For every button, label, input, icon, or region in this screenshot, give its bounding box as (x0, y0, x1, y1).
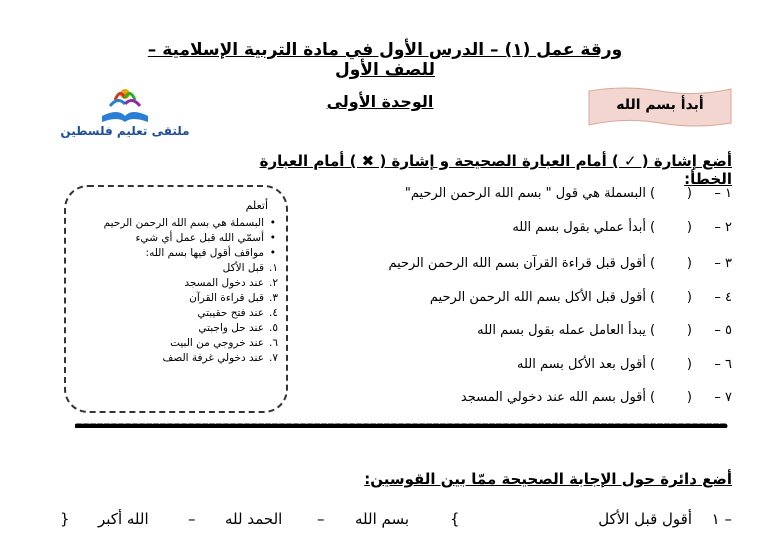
section1-instruction (220, 152, 732, 188)
brace-close: } (60, 510, 70, 528)
question-text: البسملة هي قول " بسم الله الرحمن الرحيم" (404, 186, 646, 201)
learn-numbered-item: ٧. عند دخولي غرفة الصف (162, 352, 278, 364)
learn-numbered-item: ٥. عند حل واجبتي (198, 322, 278, 334)
learn-numbered-item: ٤. عند فتح حقيبتي (197, 307, 278, 319)
question-text: أقول بسم الله عند دخولي المسجد (460, 390, 646, 405)
question-number: ٢ – (714, 220, 732, 235)
section2-instruction: أضع دائرة حول الإجابة الصحيحة ممّا بين القوسين: (364, 470, 732, 488)
learn-numbered-item: ٢. عند دخول المسجد (184, 277, 278, 289)
question-row: ٤ – ( ) أقول قبل الأكل بسم الله الرحمن الرحيم (429, 290, 732, 305)
question-text: يبدأ العامل عمله بقول بسم الله (477, 323, 646, 338)
logo-text: ملتقى تعليم فلسطين (60, 124, 190, 138)
learn-box-list (104, 217, 278, 367)
question-number: ١ – (711, 510, 732, 528)
learn-bullet: • أسمّي الله قبل عمل أي شيء (104, 232, 264, 244)
open-book-icon (60, 80, 190, 126)
learn-numbered-item: ٦. عند خروجي من البيت (170, 337, 278, 349)
worksheet-title: ورقة عمل (١) – الدرس الأول في مادة التربية الإسلامية – للصف الأول (147, 40, 623, 80)
question-row: ٥ – ( ) يبدأ العامل عمله بقول بسم الله (477, 323, 732, 338)
lesson-banner-label: أبدأ بسم الله (616, 97, 704, 113)
question-text: أبدأ عملي بقول بسم الله (512, 220, 646, 235)
choice-option[interactable]: بسم الله (355, 510, 410, 528)
question-row: ٧ – ( ) أقول بسم الله عند دخولي المسجد (460, 390, 732, 405)
question-row: ٢ – ( ) أبدأ عملي بقول بسم الله (512, 220, 732, 235)
instruction-part2: أمام العبارة الخطأ: (259, 152, 732, 188)
learn-numbered-item: ٣. قبل قراءة القرآن (189, 292, 278, 304)
question-number: ٧ – (714, 390, 732, 405)
dotted-divider (75, 422, 730, 428)
question-row: ٣ – ( ) أقول قبل قراءة القرآن بسم الله الرحمن الرحيم (388, 256, 732, 271)
site-logo (60, 80, 190, 142)
unit-title: الوحدة الأولى (326, 92, 434, 111)
choice-option[interactable]: الله أكبر (98, 510, 149, 528)
instruction-part1: أضع إشارة ( ✓ ) أمام العبارة الصحيحة و إشارة ( ✖ ) (344, 152, 732, 170)
question-number: ١ – (714, 186, 732, 201)
choice-option[interactable]: الحمد لله (225, 510, 283, 528)
choice-separator: – (317, 510, 325, 528)
choice-question-row (60, 510, 732, 534)
question-row: ١ – ( ) البسملة هي قول " بسم الله الرحمن الرحيم" (404, 186, 732, 201)
choice-separator: – (188, 510, 196, 528)
learn-box (64, 185, 288, 413)
brace-open: { (450, 510, 460, 528)
question-number: ٦ – (714, 357, 732, 372)
learn-numbered-item: ١. قبل الأكل (222, 262, 278, 274)
question-row: ٦ – ( ) أقول بعد الأكل بسم الله (516, 357, 732, 372)
question-number: ٣ – (714, 256, 732, 271)
question-text: أقول قبل قراءة القرآن بسم الله الرحمن الرحيم (388, 256, 646, 271)
question-text: أقول بعد الأكل بسم الله (516, 357, 646, 372)
question-text: أقول قبل الأكل بسم الله الرحمن الرحيم (429, 290, 646, 305)
question-number: ٥ – (714, 323, 732, 338)
learn-bullet: • مواقف أقول فيها بسم الله: (104, 247, 264, 259)
lesson-banner (585, 85, 735, 129)
question-text: أقول قبل الأكل (598, 510, 692, 528)
learn-box-title: أتعلم (245, 199, 268, 212)
learn-bullet: • البسملة هي بسم الله الرحمن الرحيم (104, 217, 264, 229)
question-number: ٤ – (714, 290, 732, 305)
